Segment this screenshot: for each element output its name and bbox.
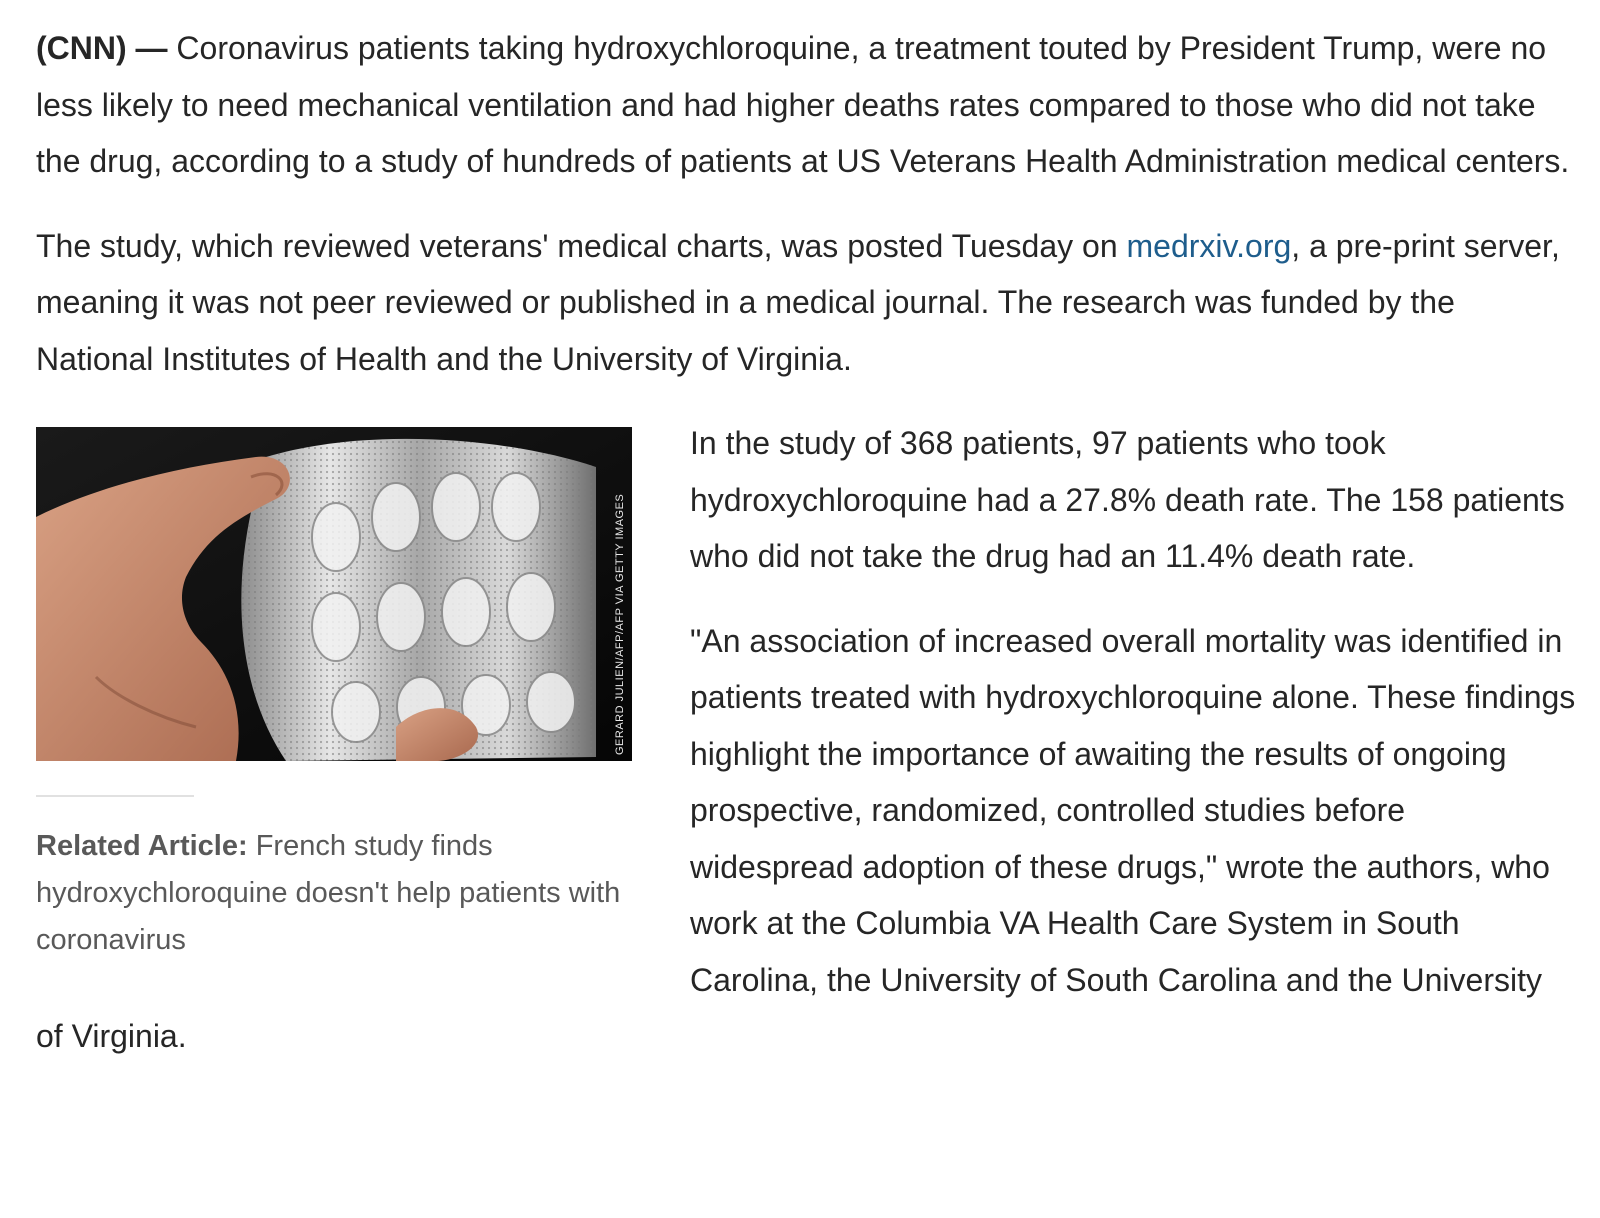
paragraph-source-text-before: The study, which reviewed veterans' medical charts, was posted Tuesday on xyxy=(36,227,1127,264)
related-article-label: Related Article: xyxy=(36,830,248,862)
related-article-card[interactable] xyxy=(36,427,632,964)
related-article-text[interactable] xyxy=(36,823,632,964)
related-divider xyxy=(36,795,194,797)
paragraph-intro-text: Coronavirus patients taking hydroxychloroquine, a treatment touted by President Trump, were no less likely to need mechanical ventilation and had higher deaths rates compared to those who did not take the drug, according to a study of hundreds of patients at US Veterans Health Administration medical centers. xyxy=(36,30,1570,179)
paragraph-death-rates: In the study of 368 patients, 97 patients who took hydroxychloroquine had a 27.8% death rate. The 158 patients who did not take the drug had an 11.4% death rate. xyxy=(690,425,1565,574)
pill-blister-pack-photo[interactable] xyxy=(36,427,632,761)
paragraph-authors-quote: "An association of increased overall mortality was identified in patients treated with hydroxychloroquine alone. These findings highlight the importance of awaiting the results of ongoing prospective, randomized, controlled studies before widespread adoption of these drugs," wrote the authors, who work at the Columbia VA Health Care System in South Carolina, the University of South Carolina and the University of Virginia. xyxy=(36,622,1576,1054)
article-body xyxy=(36,20,1576,1093)
paragraph-source-text-after: , a pre-print server, meaning it was not peer reviewed or published in a medical journal. The research was funded by the National Institutes of Health and the University of Virginia. xyxy=(36,227,1560,377)
related-article-title[interactable]: French study finds hydroxychloroquine doesn't help patients with coronavirus xyxy=(36,830,621,956)
dateline: (CNN) — xyxy=(36,30,168,66)
paragraph-study-source xyxy=(36,218,1576,388)
paragraph-intro xyxy=(36,20,1576,190)
photo-credit: GERARD JULIEN/AFP/AFP VIA GETTY IMAGES xyxy=(614,493,626,755)
medrxiv-link[interactable]: medrxiv.org xyxy=(1126,227,1292,264)
photo-illustration xyxy=(36,427,632,761)
